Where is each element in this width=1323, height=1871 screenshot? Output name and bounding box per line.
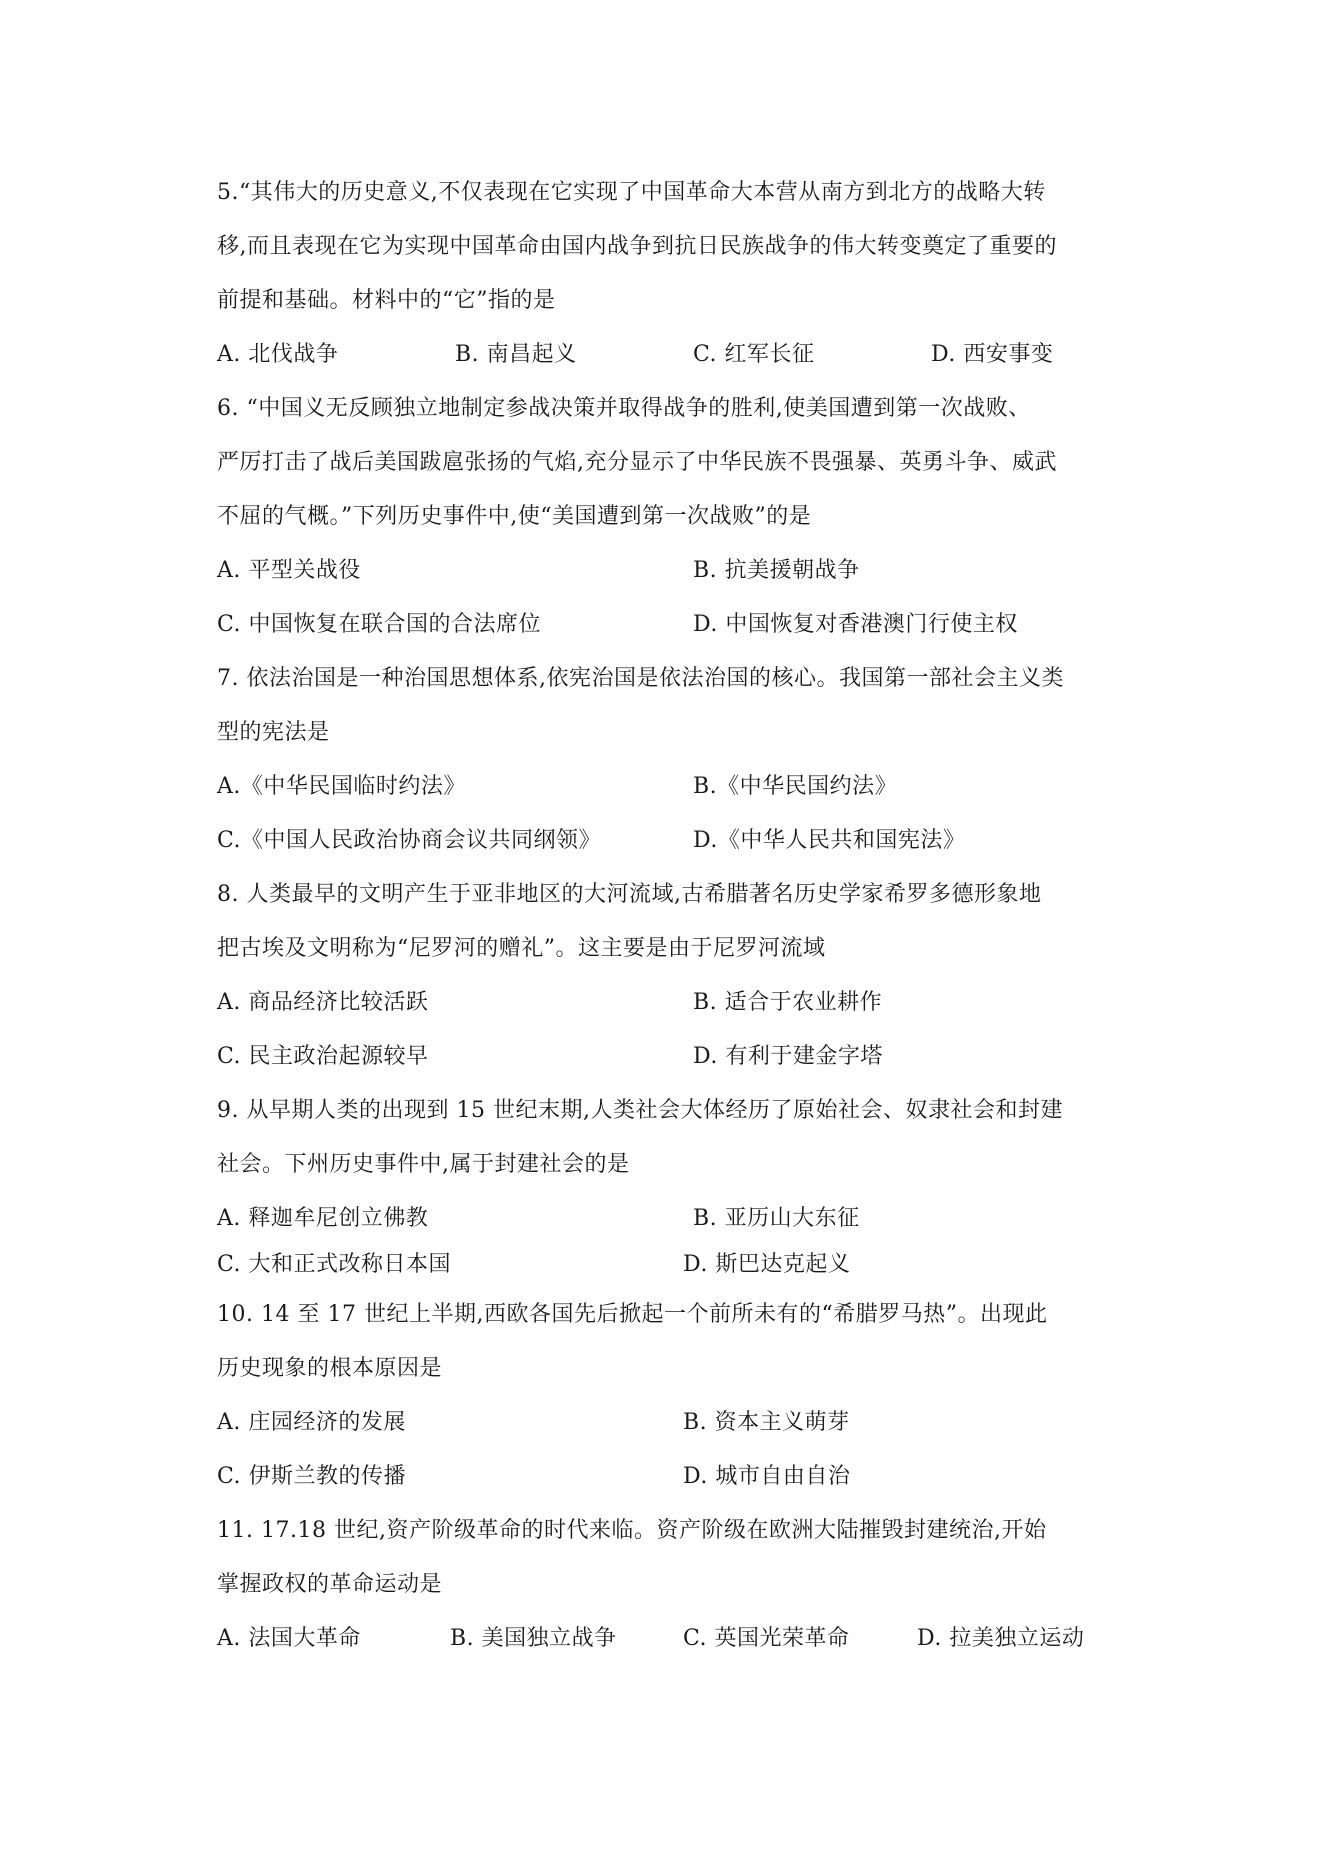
q8-option-a: A. 商品经济比较活跃 xyxy=(217,990,429,1015)
q10-stem-line2: 历史现象的根本原因是 xyxy=(217,1356,443,1381)
q9-stem-line2: 社会。下州历史事件中,属于封建社会的是 xyxy=(217,1152,630,1177)
q5-stem-line2: 移,而且表现在它为实现中国革命由国内战争到抗日民族战争的伟大转变奠定了重要的 xyxy=(217,234,1057,259)
q8-option-b: B. 适合于农业耕作 xyxy=(693,990,883,1015)
q7-option-b: B.《中华民国约法》 xyxy=(693,774,898,799)
q8-stem-line1: 8. 人类最早的文明产生于亚非地区的大河流域,古希腊著名历史学家希罗多德形象地 xyxy=(217,882,1042,907)
q11-option-a: A. 法国大革命 xyxy=(217,1626,361,1651)
q11-option-b: B. 美国独立战争 xyxy=(450,1626,617,1651)
q9-option-a: A. 释迦牟尼创立佛教 xyxy=(217,1206,429,1231)
q6-stem-line1: 6. “中国义无反顾独立地制定参战决策并取得战争的胜利,使美国遭到第一次战败、 xyxy=(217,396,1031,421)
q8-option-c: C. 民主政治起源较早 xyxy=(217,1044,429,1069)
q9-stem-line1: 9. 从早期人类的出现到 15 世纪末期,人类社会大体经历了原始社会、奴隶社会和封建 xyxy=(217,1098,1063,1123)
q6-option-a: A. 平型关战役 xyxy=(217,558,361,583)
q7-option-a: A.《中华民国临时约法》 xyxy=(217,774,466,799)
q9-option-d: D. 斯巴达克起义 xyxy=(683,1252,851,1277)
q10-stem-line1: 10. 14 至 17 世纪上半期,西欧各国先后掀起一个前所未有的“希腊罗马热”。出现此 xyxy=(217,1302,1048,1327)
q9-option-b: B. 亚历山大东征 xyxy=(693,1206,860,1231)
q8-option-d: D. 有利于建金字塔 xyxy=(693,1044,883,1069)
q10-option-a: A. 庄园经济的发展 xyxy=(217,1410,406,1435)
q5-option-a: A. 北伐战争 xyxy=(217,342,339,367)
q5-option-c: C. 红军长征 xyxy=(693,342,815,367)
q10-option-d: D. 城市自由自治 xyxy=(683,1464,851,1489)
q8-stem-line2: 把古埃及文明称为“尼罗河的赠礼”。这主要是由于尼罗河流域 xyxy=(217,936,826,961)
q7-option-c: C.《中国人民政治协商会议共同纲领》 xyxy=(217,828,602,853)
q10-option-c: C. 伊斯兰教的传播 xyxy=(217,1464,407,1489)
q5-option-d: D. 西安事变 xyxy=(931,342,1054,367)
q9-option-c: C. 大和正式改称日本国 xyxy=(217,1252,452,1277)
q5-stem-line1: 5.“其伟大的历史意义,不仅表现在它实现了中国革命大本营从南方到北方的战略大转 xyxy=(217,180,1046,205)
q11-stem-line2: 掌握政权的革命运动是 xyxy=(217,1572,443,1597)
q6-option-c: C. 中国恢复在联合国的合法席位 xyxy=(217,612,542,637)
q5-option-b: B. 南昌起义 xyxy=(455,342,577,367)
q11-option-d: D. 拉美独立运动 xyxy=(917,1626,1085,1651)
q11-stem-line1: 11. 17.18 世纪,资产阶级革命的时代来临。资产阶级在欧洲大陆摧毁封建统治,开始 xyxy=(217,1518,1047,1543)
q6-option-d: D. 中国恢复对香港澳门行使主权 xyxy=(693,612,1018,637)
q5-stem-line3: 前提和基础。材料中的“它”指的是 xyxy=(217,288,556,313)
q6-stem-line3: 不屈的气概。”下列历史事件中,使“美国遭到第一次战败”的是 xyxy=(217,504,812,529)
q11-option-c: C. 英国光荣革命 xyxy=(683,1626,850,1651)
q10-option-b: B. 资本主义萌芽 xyxy=(683,1410,850,1435)
q6-option-b: B. 抗美援朝战争 xyxy=(693,558,860,583)
q7-stem-line2: 型的宪法是 xyxy=(217,720,330,745)
q6-stem-line2: 严厉打击了战后美国跋扈张扬的气焰,充分显示了中华民族不畏强暴、英勇斗争、威武 xyxy=(217,450,1057,475)
q7-stem-line1: 7. 依法治国是一种治国思想体系,依宪治国是依法治国的核心。我国第一部社会主义类 xyxy=(217,666,1064,691)
q7-option-d: D.《中华人民共和国宪法》 xyxy=(693,828,966,853)
